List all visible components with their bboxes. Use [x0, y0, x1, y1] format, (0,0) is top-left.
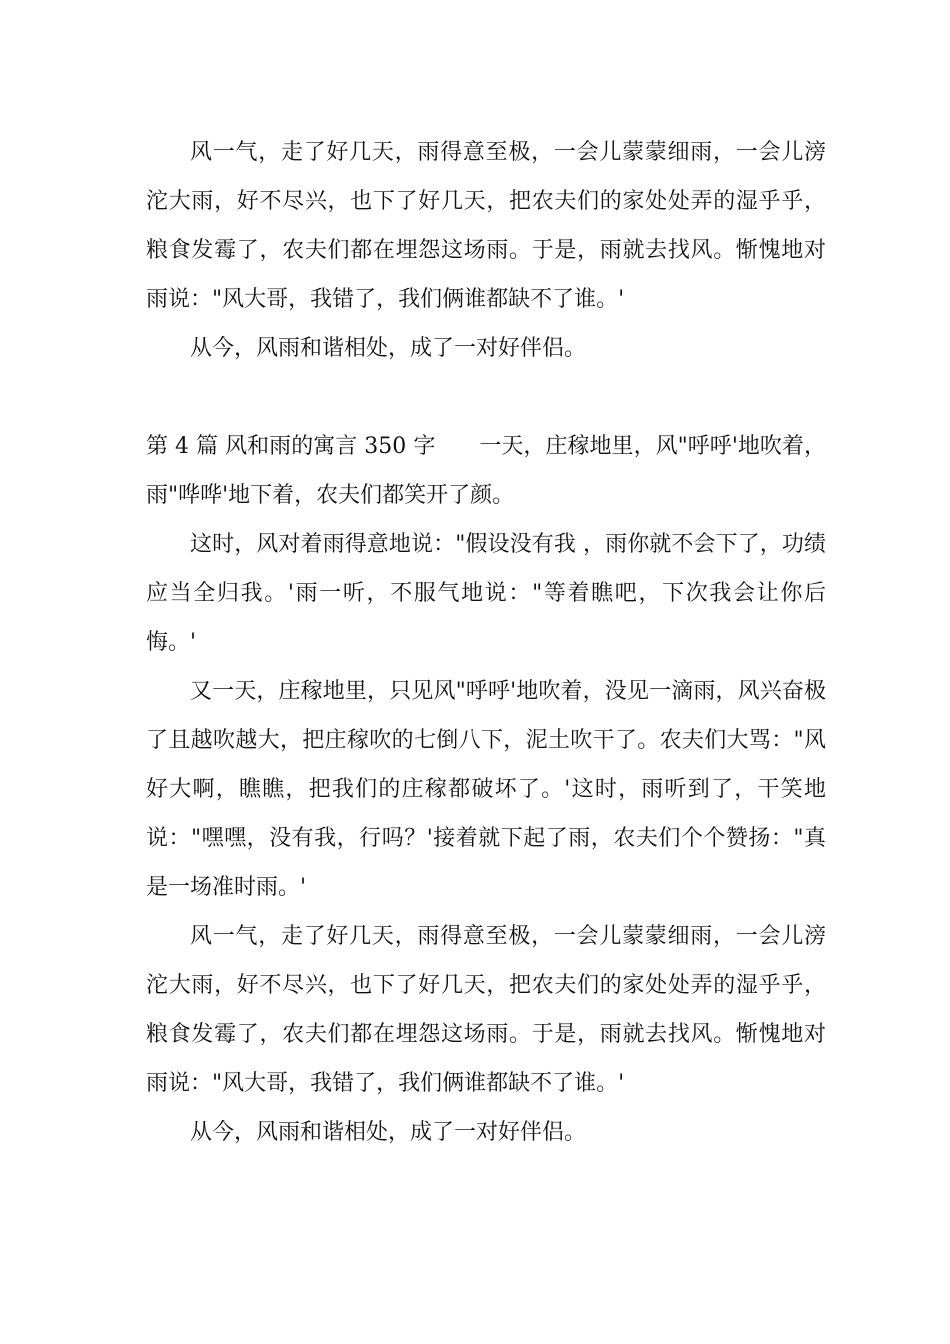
- paragraph: 从今，风雨和谐相处，成了一对好伴侣。: [190, 1120, 587, 1145]
- paragraph: 风一气，走了好几天，雨得意至极，一会儿蒙蒙细雨，一会儿滂沱大雨，好不尽兴，也下了好几天，把农夫们的家处处弄的湿乎乎，粮食发霉了，农夫们都在埋怨这场雨。于是，雨就去找风。惭愧地对雨说："风大哥，我错了，我们俩谁都缺不了谁。': [146, 924, 826, 1096]
- paragraph: 风一气，走了好几天，雨得意至极，一会儿蒙蒙细雨，一会儿滂沱大雨，好不尽兴，也下了好几天，把农夫们的家处处弄的湿乎乎，粮食发霉了，农夫们都在埋怨这场雨。于是，雨就去找风。惭愧地对雨说："风大哥，我错了，我们俩谁都缺不了谁。': [146, 140, 826, 312]
- paragraph: 这时，风对着雨得意地说："假设没有我 ，雨你就不会下了，功绩应当全归我。'雨一听，不服气地说："等着瞧吧，下次我会让你后悔。': [146, 532, 826, 655]
- section-heading-paragraph: [146, 422, 826, 520]
- document-body: [146, 128, 826, 1157]
- section-heading: 第 4 篇 风和雨的寓言 350 字: [146, 434, 436, 459]
- paragraph: 又一天，庄稼地里，只见风"呼呼'地吹着，没见一滴雨，风兴奋极了且越吹越大，把庄稼吹的七倒八下，泥土吹干了。农夫们大骂："风好大啊，瞧瞧，把我们的庄稼都破坏了。'这时，雨听到了，干笑地说："嘿嘿，没有我，行吗？'接着就下起了雨，农夫们个个赞扬："真是一场准时雨。': [146, 679, 826, 900]
- section-gap: [146, 373, 826, 422]
- paragraph: 从今，风雨和谐相处，成了一对好伴侣。: [190, 336, 587, 361]
- paragraph-inline: 一天，庄稼地里，风"呼呼'地吹着，雨"哗哗'地下着，农夫们都笑开了颜。: [146, 434, 826, 508]
